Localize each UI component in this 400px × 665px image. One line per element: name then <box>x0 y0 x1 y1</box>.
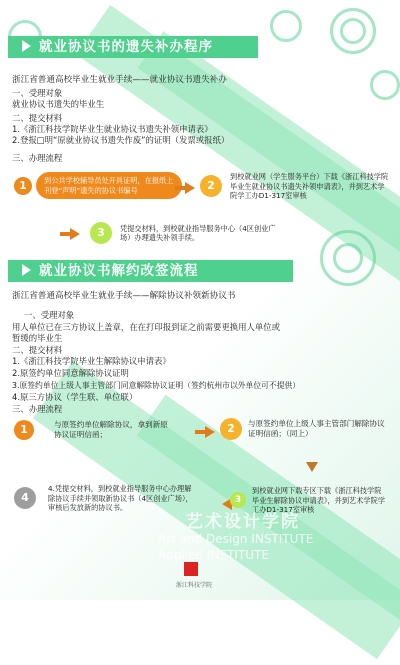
arrow-right-icon <box>185 182 195 194</box>
step-number-badge: 3 <box>230 492 246 508</box>
watermark-cn: 艺术设计学院 <box>186 512 300 532</box>
section1-subtitle: 浙江省普通高校毕业生就业手续——就业协议书遗失补办 <box>12 75 227 85</box>
section2-title: 就业协议书解约改签流程 <box>39 263 199 279</box>
arrow-right-icon <box>70 228 80 240</box>
section2-material-1: 1.《浙江科技学院毕业生解除协议申请表》 <box>12 356 171 366</box>
section2-step-2 <box>220 418 395 440</box>
decorative-swirl <box>333 243 363 273</box>
section2-material-2: 2.原签约单位同意解除协议证明 <box>12 368 129 378</box>
watermark-en-2: Applied INSTITUTE <box>158 548 269 562</box>
watermark-en-1: Art and Design INSTITUTE <box>158 532 314 546</box>
step-number-badge: 3 <box>90 222 112 244</box>
watermark-logo-text: 浙江科技学院 <box>176 582 213 589</box>
section2-step-2-text: 与原签约单位上级人事主管部门解除协议证明信函；（同上） <box>248 419 385 438</box>
section1-step-2 <box>200 172 395 201</box>
section2-material-4: 4.原三方协议（学生联、单位联） <box>12 392 138 402</box>
decorative-swirl <box>340 18 366 44</box>
step-number-badge: 1 <box>14 177 32 195</box>
section1-step-1 <box>14 172 189 199</box>
section1-heading-target: 一、受理对象 <box>12 88 63 98</box>
section1-heading-process: 三、办理流程 <box>12 153 63 163</box>
section2-heading-process: 三、办理流程 <box>12 404 63 414</box>
section2-subtitle: 浙江省普通高校毕业生就业手续——解除协议补领新协议书 <box>12 291 236 301</box>
section2-target-line-1: 用人单位已在三方协议上盖章，在在打印报到证之前需要更换用人单位或 <box>12 322 280 332</box>
section1-step-2-text: 到校就业网（学生服务平台）下载《浙江科技学院毕业生就业协议书遗失补领申请表》，并到艺术学院学工办D1-317室审核 <box>230 172 389 200</box>
section1-target-text: 就业协议书遗失的毕业生 <box>12 99 105 109</box>
section2-step-4-text: 4.凭提交材料，到校就业指导服务中心办理解除协议手续并领取新协议书（4区创业广场），审核后发放新的协议书。 <box>48 484 193 512</box>
triangle-icon <box>22 264 31 276</box>
section1-step-3 <box>90 222 300 244</box>
step-number-badge: 2 <box>200 175 222 197</box>
section2-step-4 <box>14 484 214 513</box>
section2-step-1 <box>14 420 204 440</box>
section1-step-3-text: 凭提交材料，到校就业指导服务中心（4区创业广场）办理遗失补领手续。 <box>120 223 276 242</box>
school-logo-icon <box>184 562 198 576</box>
section2-step-1-text: 与原签约单位解除协议，拿到新原协议证明信函； <box>54 420 168 439</box>
section1-material-2: 2.登报□明“原就业协议书遗失作废”的证明（发票或报纸） <box>12 135 230 145</box>
triangle-icon <box>22 40 31 52</box>
section2-material-3: 3.原签约单位上级人事主管部门同意解除协议证明（签约杭州市以外单位可不提供） <box>12 381 301 390</box>
section2-heading-target: 一、受理对象 <box>24 310 75 320</box>
section1-heading-materials: 二、提交材料 <box>12 113 63 123</box>
decorative-swirl <box>370 70 400 100</box>
arrow-right-icon <box>205 426 215 438</box>
step-number-badge: 1 <box>14 420 34 440</box>
section1-material-1: 1.《浙江科技学院毕业生就业协议书遗失补领申请表》 <box>12 124 213 134</box>
section2-banner <box>8 260 293 282</box>
section2-step-3-text: 到校就业网下载专区下载《浙江科技学院毕业生解除协议申请表》，并到艺术学院学工办D1-317室审核 <box>252 486 385 514</box>
step-number-badge: 4 <box>14 487 36 509</box>
section2-heading-materials: 二、提交材料 <box>12 345 63 355</box>
section1-step-1-text: 到公共学校辅导员处开具证明，在报纸上刊登“声明”遗失的协议书编号 <box>36 172 182 199</box>
section1-title: 就业协议书的遗失补办程序 <box>39 39 213 55</box>
arrow-down-icon <box>306 462 318 472</box>
section2-target-line-2: 暂缓的毕业生 <box>12 333 63 343</box>
step-number-badge: 2 <box>220 418 242 440</box>
decorative-swirl <box>270 10 302 42</box>
section1-banner <box>8 36 258 58</box>
